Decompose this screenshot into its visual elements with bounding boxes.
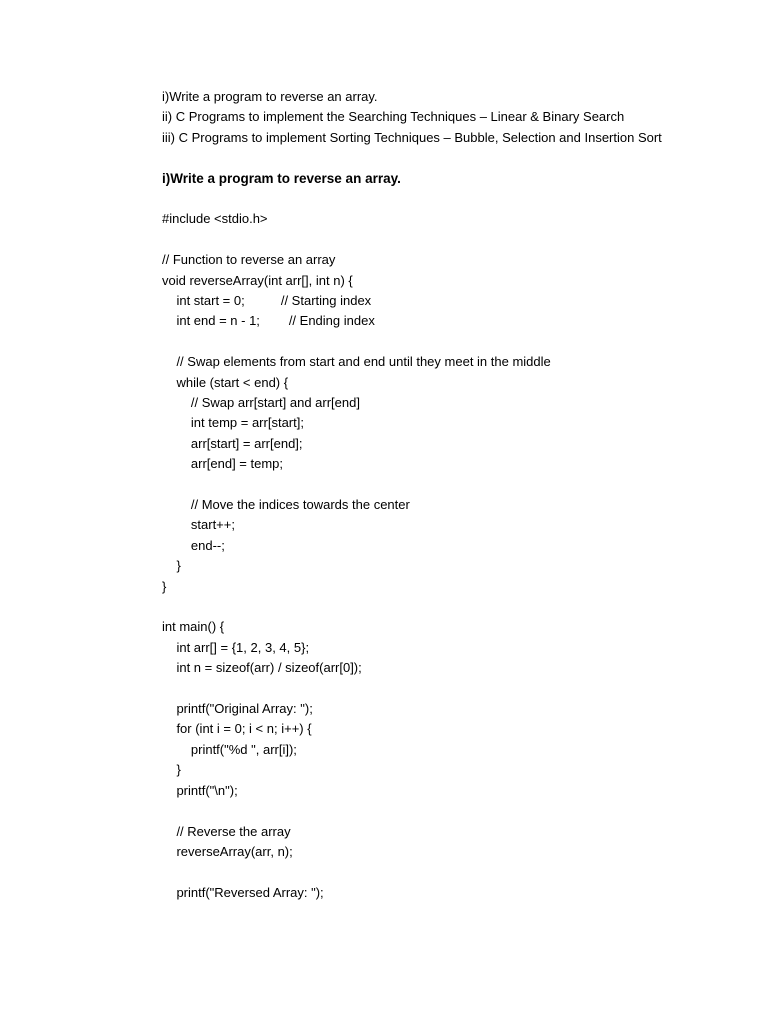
code-line: printf("\n"); bbox=[162, 782, 238, 798]
code-line: int temp = arr[start]; bbox=[162, 415, 304, 431]
code-line: start++; bbox=[162, 517, 235, 533]
code-line: // Swap arr[start] and arr[end] bbox=[162, 395, 360, 411]
blank-line bbox=[162, 189, 702, 209]
section-heading: i)Write a program to reverse an array. bbox=[162, 170, 401, 186]
code-line: // Function to reverse an array bbox=[162, 252, 336, 268]
code-line: printf("%d ", arr[i]); bbox=[162, 741, 297, 757]
code-line bbox=[162, 332, 702, 352]
code-line bbox=[162, 230, 702, 250]
code-line: arr[end] = temp; bbox=[162, 456, 284, 472]
code-line: while (start < end) { bbox=[162, 374, 289, 390]
intro-item-3: iii) C Programs to implement Sorting Techniques – Bubble, Selection and Insertion Sort bbox=[162, 129, 662, 145]
code-line: int end = n - 1; // Ending index bbox=[162, 313, 375, 329]
code-line: } bbox=[162, 762, 181, 778]
code-line: reverseArray(arr, n); bbox=[162, 843, 293, 859]
code-line: printf("Reversed Array: "); bbox=[162, 884, 324, 900]
intro-item-2: ii) C Programs to implement the Searching Techniques – Linear & Binary Search bbox=[162, 109, 625, 125]
code-block bbox=[162, 209, 702, 903]
code-line: end--; bbox=[162, 537, 225, 553]
code-line: arr[start] = arr[end]; bbox=[162, 435, 303, 451]
code-line bbox=[162, 801, 702, 821]
code-line bbox=[162, 679, 702, 699]
code-line: printf("Original Array: "); bbox=[162, 701, 313, 717]
code-line bbox=[162, 862, 702, 882]
code-line: // Reverse the array bbox=[162, 823, 291, 839]
code-line: } bbox=[162, 558, 181, 574]
code-line: } bbox=[162, 578, 167, 594]
code-line: // Move the indices towards the center bbox=[162, 497, 410, 513]
code-line bbox=[162, 597, 702, 617]
blank-line bbox=[162, 148, 702, 168]
code-line: // Swap elements from start and end until they meet in the middle bbox=[162, 354, 551, 370]
code-line: void reverseArray(int arr[], int n) { bbox=[162, 272, 353, 288]
intro-item-1: i)Write a program to reverse an array. bbox=[162, 89, 378, 104]
code-line bbox=[162, 475, 702, 495]
code-line: int start = 0; // Starting index bbox=[162, 293, 372, 309]
code-line: for (int i = 0; i < n; i++) { bbox=[162, 721, 312, 737]
code-line: #include <stdio.h> bbox=[162, 211, 268, 227]
document-page bbox=[162, 87, 702, 903]
code-line: int arr[] = {1, 2, 3, 4, 5}; bbox=[162, 639, 310, 655]
code-line: int main() { bbox=[162, 619, 225, 635]
code-line: int n = sizeof(arr) / sizeof(arr[0]); bbox=[162, 660, 362, 676]
